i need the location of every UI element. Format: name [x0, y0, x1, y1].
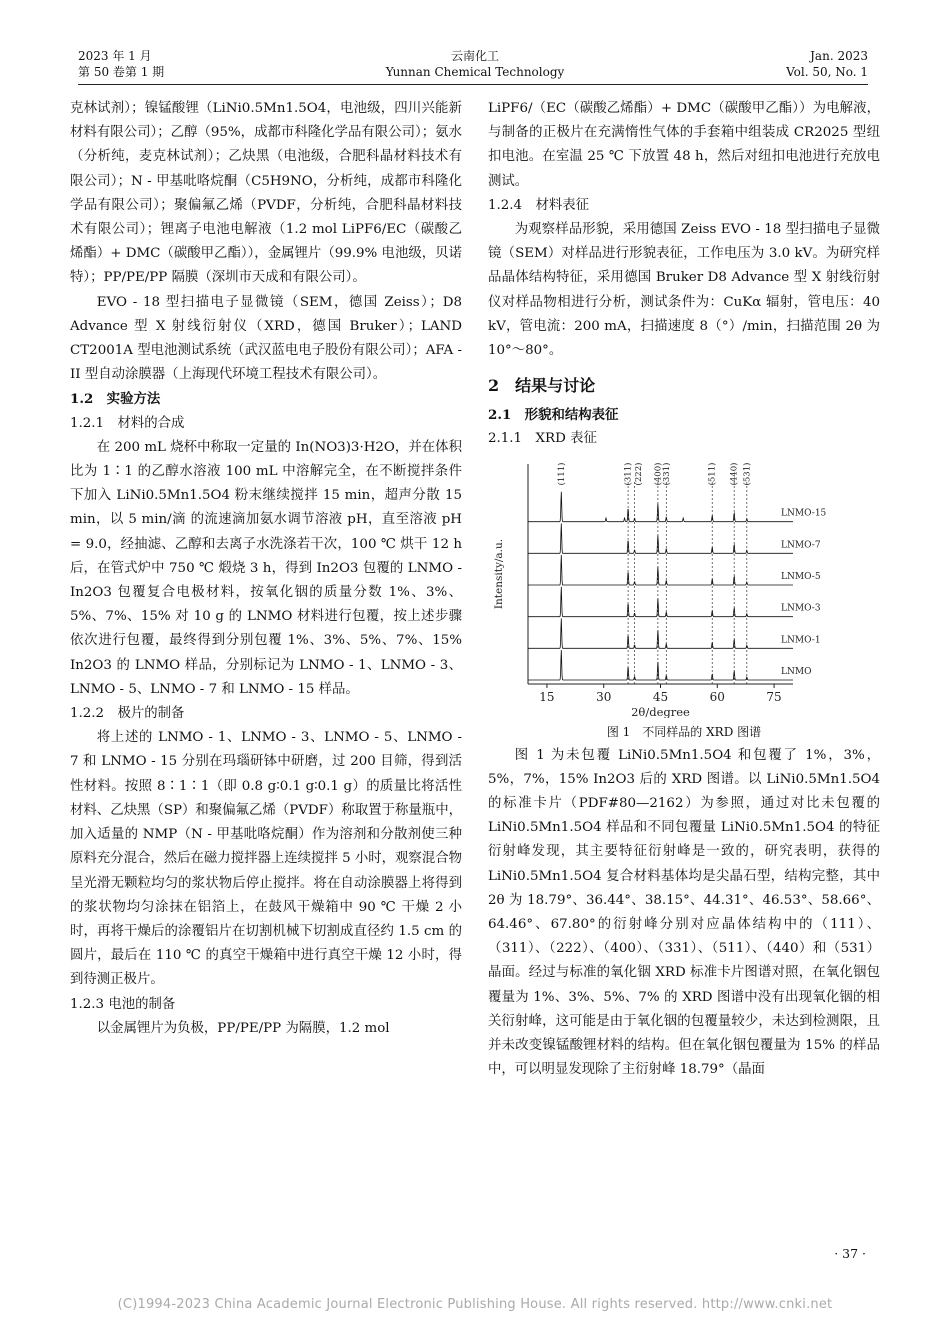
xrd-pattern-lnmo-3 [528, 586, 793, 616]
peak-label: (331) [661, 462, 672, 486]
subsection-heading: 1.2.4 材料表征 [488, 197, 590, 213]
peak-label: (111) [556, 462, 567, 486]
journal-title-cn: 云南化工 [450, 49, 499, 63]
subsection-heading: 1.2.1 材料的合成 [70, 415, 185, 431]
paragraph: 为观察样品形貌，采用德国 Zeiss EVO - 18 型扫描电子显微镜（SEM）对样品进行形貌表征，工作电压为 3.0 kV。为研究样品晶体结构特征，采用德国 Bruker D8 Advance 型 X 射线衍射仪对样品物相进行分析，测试条件为：CuKα 辐射，管电压：40 kV，管电流：200 mA，扫描速度 8（°）/min，扫描范围 2θ 为 10°～80°。 [488, 222, 880, 359]
x-tick-label: 75 [766, 689, 782, 704]
subsection-heading: 1.2.2 极片的制备 [70, 706, 185, 722]
peak-label: (511) [707, 462, 718, 486]
header-date-en: Jan. 2023 [810, 49, 868, 63]
section-heading: 2 结果与讨论 [488, 376, 596, 396]
header-date: 2023 年 1 月 [78, 49, 152, 63]
paragraph: 在 200 mL 烧杯中称取一定量的 In(NO3)3·H2O，并在体积比为 1∶1 的乙醇水溶液 100 mL 中溶解完全，在不断搅拌条件下加入 LiNi0.5Mn1.5O4 粉末继续搅拌 15 min，超声分散 15 min，以 5 min/滴 的流速滴加氨水调节溶液 pH，直至溶液 pH = 9.0，经抽滤、乙醇和去离子水洗涤若干次，100 ℃ 烘干 12 h 后，在管式炉中 750 ℃ 煅烧 3 h，得到 In2O3 包覆的 LNMO - In2O3 包覆复合电极材料，按氧化铟的质量分数 1%、3%、5%、7%、15% 对 10 g 的 LNMO 材料进行包覆，按上述步骤依次进行包覆，最终得到分别包覆 1%、3%、5%、7%、15% In2O3 的 LNMO 样品，分别标记为 LNMO - 1、LNMO - 3、LNMO - 5、LNMO - 7 和 LNMO - 15 样品。 [70, 439, 462, 697]
xrd-figure [488, 456, 880, 718]
series-label: LNMO-3 [781, 603, 821, 614]
left-column [70, 97, 462, 1041]
xrd-pattern-lnmo [528, 650, 793, 680]
figure-caption: 图 1 不同样品的 XRD 图谱 [606, 724, 762, 739]
header-volume-en: Vol. 50, No. 1 [786, 65, 868, 79]
paragraph: 克林试剂）；镍锰酸锂（LiNi0.5Mn1.5O4，电池级，四川兴能新材料有限公司）；乙醇（95%，成都市科隆化学品有限公司）；氨水（分析纯，麦克林试剂）；乙炔黑（电池级，合肥科晶材料技术有限公司）；N - 甲基吡咯烷酮（C5H9NO，分析纯，成都市科隆化学品有限公司）；聚偏氟乙烯（PVDF，分析纯，合肥科晶材料技术有限公司）；锂离子电池电解液（1.2 mol LiPF6/EC（碳酸乙烯酯）+ DMC（碳酸甲乙酯）），金属锂片（99.9% 电池级，贝诺特）；PP/PE/PP 隔膜（深圳市天成和有限公司）。 [70, 101, 462, 286]
series-label: LNMO-5 [781, 571, 821, 582]
y-axis-label: Intensity/a.u. [493, 538, 505, 609]
paragraph: 图 1 为未包覆 LiNi0.5Mn1.5O4 和包覆了 1%，3%，5%，7%，15% In2O3 后的 XRD 图谱。以 LiNi0.5Mn1.5O4 的标准卡片（PDF#80—2162）为参照，通过对比未包覆的 LiNi0.5Mn1.5O4 样品和不同包覆量 LiNi0.5Mn1.5O4 的特征衍射峰发现，其主要特征衍射峰是一致的，研究表明，获得的 LiNi0.5Mn1.5O4 复合材料基体均是尖晶石型，结构完整，其中 2θ 为 18.79°、36.44°、38.15°、44.31°、46.53°、58.66°、64.46°、67.80°的衍射峰分别对应晶体结构中的（111）、（311）、（222）、（400）、（331）、（511）、（440）和（531）晶面。经过与标准的氧化铟 XRD 标准卡片图谱对照，在氧化铟包覆量为 1%、3%、5%、7% 的 XRD 图谱中没有出现氧化铟的相关衍射峰，这可能是由于氧化铟的包覆量较少，未达到检测限，且并未改变镍锰酸锂材料的结构。但在氧化铟包覆量为 15% 的样品中，可以明显发现除了主衍射峰 18.79°（晶面 [488, 747, 880, 1078]
page-number: · 37 · [834, 1246, 866, 1261]
series-label: LNMO-1 [781, 634, 821, 645]
section-heading: 1.2 实验方法 [70, 391, 161, 408]
xrd-pattern-lnmo-5 [528, 555, 793, 585]
x-tick-label: 45 [652, 689, 669, 704]
peak-label: (311) [623, 462, 634, 486]
peak-label: (531) [742, 462, 753, 486]
paragraph: LiPF6/（EC（碳酸乙烯酯）+ DMC（碳酸甲乙酯））为电解液，与制备的正极片在充满惰性气体的手套箱中组装成 CR2025 型纽扣电池。在室温 25 ℃ 下放置 48 h，然后对纽扣电池进行充放电测试。 [488, 101, 880, 189]
subsection-heading: 1.2.3 电池的制备 [70, 996, 176, 1012]
paragraph: EVO - 18 型扫描电子显微镜（SEM，德国 Zeiss）；D8 Advance 型 X 射线衍射仪（XRD，德国 Bruker）；LAND CT2001A 型电池测试系统（武汉蓝电电子股份有限公司）；AFA - II 型自动涂膜器（上海现代环境工程技术有限公司）。 [70, 294, 462, 383]
copyright-line: (C)1994-2023 China Academic Journal Electronic Publishing House. All rights reserved. http://www.cnki.net [117, 1297, 833, 1312]
paragraph: 将上述的 LNMO - 1、LNMO - 3、LNMO - 5、LNMO - 7 和 LNMO - 15 分别在玛瑙研钵中研磨，过 200 目筛，得到活性材料。按照 8∶1∶1（即 0.8 g∶0.1 g∶0.1 g）的质量比将活性材料、乙炔黑（SP）和聚偏氟乙烯（PVDF）称取置于称量瓶中，加入适量的 NMP（N - 甲基吡咯烷酮）作为溶剂和分散剂使三种原料充分混合，然后在磁力搅拌器上连续搅拌 5 小时，观察混合物呈光滑无颗粒均匀的浆状物后停止搅拌。将在自动涂膜器上将得到的浆状物均匀涂抹在铝箔上，在鼓风干燥箱中 90 ℃ 干燥 2 小时，再将干燥后的涂覆铝片在切割机械下切割成直径约 1.5 cm 的圆片，最后在 110 ℃ 的真空干燥箱中进行真空干燥 12 小时，得到待测正极片。 [70, 730, 462, 988]
header-right [786, 48, 868, 80]
xrd-pattern-lnmo-15 [528, 491, 793, 521]
header-volume: 第 50 卷第 1 期 [78, 65, 165, 79]
x-tick-label: 60 [709, 689, 725, 704]
section-heading: 2.1 形貌和结构表征 [488, 407, 619, 424]
peak-label: (440) [729, 462, 740, 486]
paragraph: 以金属锂片为负极，PP/PE/PP 为隔膜，1.2 mol [96, 1020, 390, 1036]
x-tick-label: 30 [596, 689, 612, 704]
peak-label: (222) [634, 462, 645, 486]
journal-title-en: Yunnan Chemical Technology [385, 65, 565, 79]
right-column [488, 97, 880, 1082]
x-axis-label: 2θ/degree [631, 704, 690, 718]
xrd-chart [488, 456, 880, 718]
series-label: LNMO [781, 666, 812, 677]
series-label: LNMO-15 [781, 508, 827, 519]
header-rule [78, 84, 868, 85]
peak-label: (400) [653, 462, 664, 486]
xrd-pattern-lnmo-1 [528, 618, 793, 648]
xrd-pattern-lnmo-7 [528, 523, 793, 553]
series-label: LNMO-7 [781, 539, 821, 550]
subsection-heading: 2.1.1 XRD 表征 [488, 431, 597, 447]
x-tick-label: 15 [539, 689, 555, 704]
